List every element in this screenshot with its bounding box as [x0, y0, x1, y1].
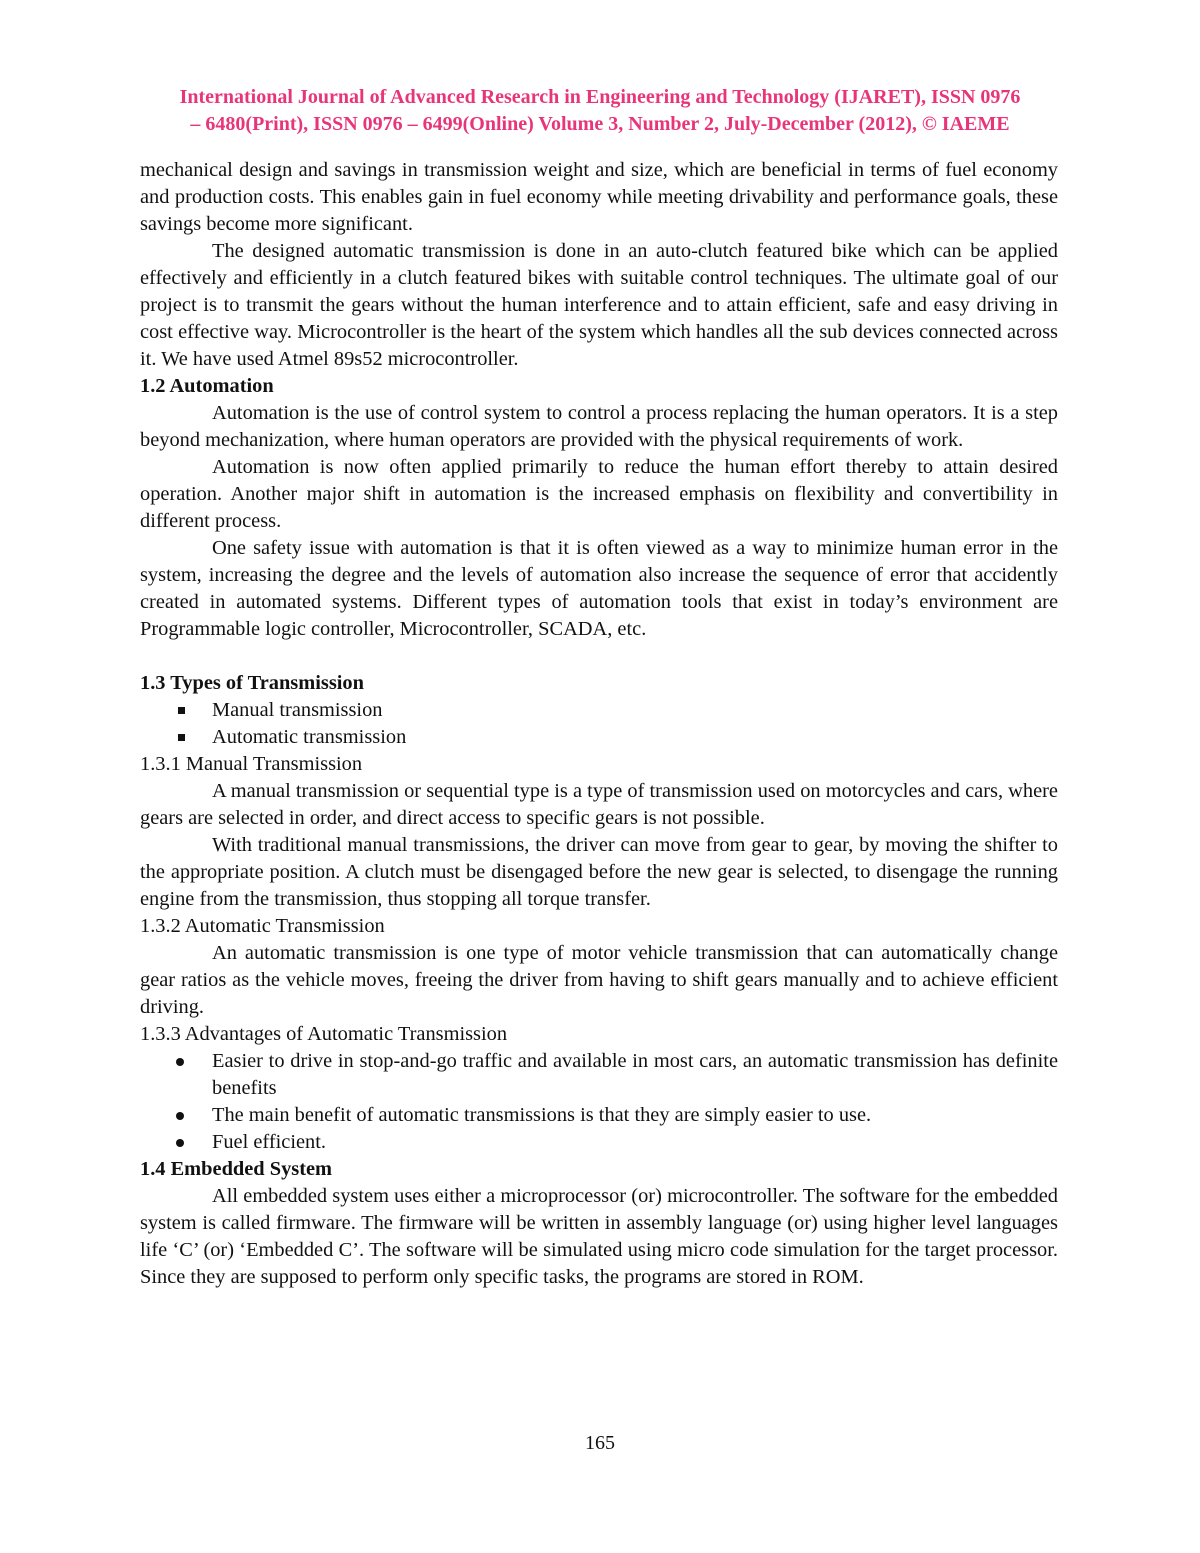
automation-paragraph-3: One safety issue with automation is that it is often viewed as a way to minimize human error in the system, increasing the degree and the levels of automation also increase the sequence of error that accidently created in automated systems. Different types of automation tools that exist in today’s environment are Programmable logic controller, Microcontroller, SCADA, etc.	[140, 537, 1058, 640]
subsection-heading-manual: 1.3.1 Manual Transmission	[140, 753, 363, 775]
spacer	[140, 643, 1058, 670]
list-item: The main benefit of automatic transmissions is that they are simply easier to use.	[140, 1102, 1058, 1129]
intro-paragraph-2: The designed automatic transmission is done in an auto-clutch featured bike which can be applied effectively and efficiently in a clutch featured bikes with suitable control techniques. The ultimate goal of our project is to transmit the gears without the human interference and to attain efficient, safe and easy driving in cost effective way. Microcontroller is the heart of the system which handles all the sub devices connected across it. We have used Atmel 89s52 microcontroller.	[140, 240, 1058, 370]
journal-header-line-2: – 6480(Print), ISSN 0976 – 6499(Online) Volume 3, Number 2, July-December (2012), © IAEME	[190, 113, 1010, 135]
list-item: Manual transmission	[140, 697, 1058, 724]
round-bullet-icon	[176, 1139, 184, 1147]
automation-paragraph-2: Automation is now often applied primarily to reduce the human effort thereby to attain desired operation. Another major shift in automation is the increased emphasis on flexibility and convertibility in different process.	[140, 456, 1058, 532]
embedded-paragraph-1: All embedded system uses either a microprocessor (or) microcontroller. The software for the embedded system is called firmware. The firmware will be written in assembly language (or) using higher level languages life ‘C’ (or) ‘Embedded C’. The software will be simulated using micro code simulation for the target processor. Since they are supposed to perform only specific tasks, the programs are stored in ROM.	[140, 1185, 1058, 1288]
journal-header-line-1: International Journal of Advanced Research in Engineering and Technology (IJARET), ISSN 0976	[179, 86, 1021, 108]
list-item: Automatic transmission	[140, 724, 1058, 751]
square-bullet-icon	[178, 707, 185, 714]
list-item: Fuel efficient.	[140, 1129, 1058, 1156]
section-heading-types: 1.3 Types of Transmission	[140, 672, 364, 694]
manual-paragraph-1: A manual transmission or sequential type is a type of transmission used on motorcycles and cars, where gears are selected in order, and direct access to specific gears is not possible.	[140, 780, 1058, 829]
list-item: Easier to drive in stop-and-go traffic and available in most cars, an automatic transmission has definite benefits	[140, 1048, 1058, 1102]
section-heading-embedded: 1.4 Embedded System	[140, 1158, 333, 1180]
subsection-heading-automatic: 1.3.2 Automatic Transmission	[140, 915, 385, 937]
section-heading-automation: 1.2 Automation	[140, 375, 274, 397]
manual-paragraph-2: With traditional manual transmissions, the driver can move from gear to gear, by moving the shifter to the appropriate position. A clutch must be disengaged before the new gear is selected, to disengage the running engine from the transmission, thus stopping all torque transfer.	[140, 834, 1058, 910]
page-content	[140, 157, 1058, 1291]
round-bullet-icon	[176, 1058, 184, 1066]
square-bullet-icon	[178, 734, 185, 741]
advantages-list	[140, 1048, 1058, 1156]
journal-header	[140, 84, 1060, 138]
intro-paragraph-1: mechanical design and savings in transmission weight and size, which are beneficial in terms of fuel economy and production costs. This enables gain in fuel economy while meeting drivability and performance goals, these savings become more significant.	[140, 159, 1058, 235]
automatic-paragraph-1: An automatic transmission is one type of motor vehicle transmission that can automatically change gear ratios as the vehicle moves, freeing the driver from having to shift gears manually and to achieve efficient driving.	[140, 942, 1058, 1018]
automation-paragraph-1: Automation is the use of control system to control a process replacing the human operators. It is a step beyond mechanization, where human operators are provided with the physical requirements of work.	[140, 402, 1058, 451]
page-number: 165	[585, 1432, 615, 1454]
subsection-heading-advantages: 1.3.3 Advantages of Automatic Transmission	[140, 1023, 508, 1045]
transmission-types-list	[140, 697, 1058, 751]
round-bullet-icon	[176, 1112, 184, 1120]
